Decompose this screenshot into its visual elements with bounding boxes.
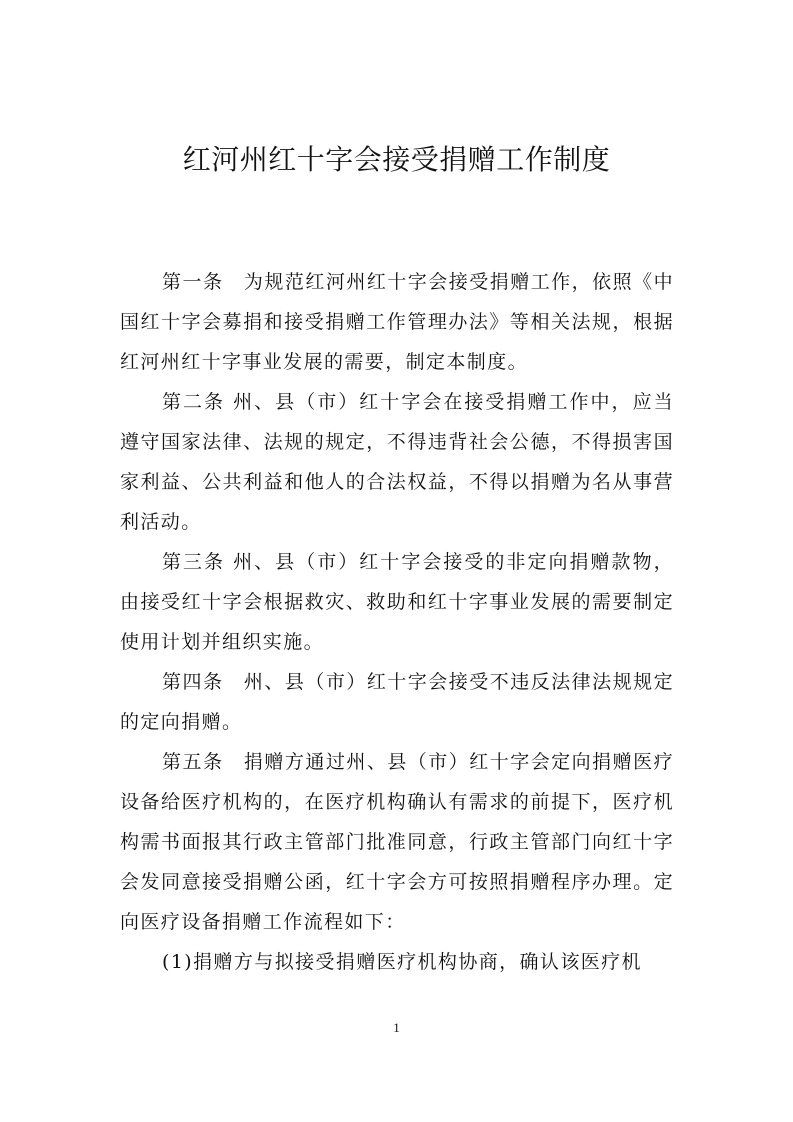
procedure-step-1-paragraph: (1)捐赠方与拟接受捐赠医疗机构协商，确认该医疗机 [162,951,642,973]
page-number: 1 [393,1020,400,1035]
article-3-paragraph: 第三条 州、县（市）红十字会接受的非定向捐赠款物，由接受红十字会根据救灾、救助和红十字事业发展的需要制定使用计划并组织实施。 [120,551,674,653]
document-title: 红河州红十字会接受捐赠工作制度 [182,143,611,176]
article-2-paragraph: 第二条 州、县（市）红十字会在接受捐赠工作中，应当遵守国家法律、法规的规定，不得违背社会公德，不得损害国家利益、公共利益和他人的合法权益，不得以捐赠为名从事营利活动。 [120,391,674,533]
document-body [120,262,674,982]
article-5-paragraph: 第五条 捐赠方通过州、县（市）红十字会定向捐赠医疗设备给医疗机构的，在医疗机构确认有需求的前提下，医疗机构需书面报其行政主管部门批准同意，行政主管部门向红十字会发同意接受捐赠公函，红十字会方可按照捐赠程序办理。定向医疗设备捐赠工作流程如下： [120,751,674,933]
article-4-paragraph: 第四条 州、县（市）红十字会接受不违反法律法规规定的定向捐赠。 [120,671,674,733]
article-1-paragraph: 第一条 为规范红河州红十字会接受捐赠工作，依照《中国红十字会募捐和接受捐赠工作管理办法》等相关法规，根据红河州红十字事业发展的需要，制定本制度。 [120,271,674,373]
